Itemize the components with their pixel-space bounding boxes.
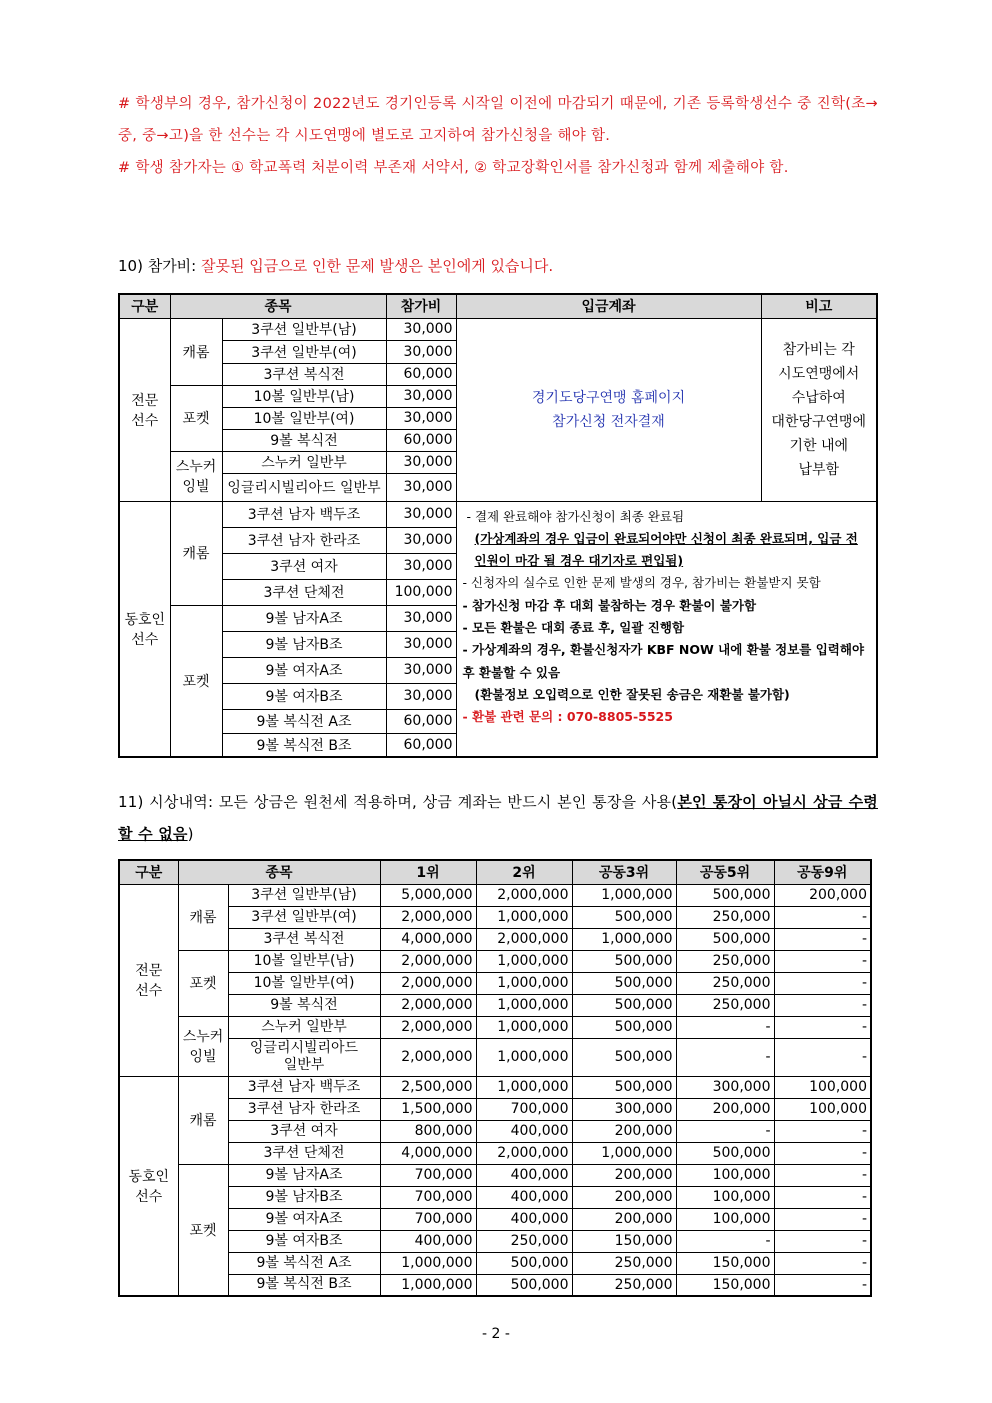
prize-amount: 500,000: [572, 906, 676, 928]
prize-amount: 1,000,000: [572, 1142, 676, 1164]
fee-amount: 30,000: [386, 683, 456, 709]
discipline-label: 포켓: [178, 1164, 228, 1296]
fee-amount: 30,000: [386, 527, 456, 553]
prize-amount: -: [774, 1038, 871, 1076]
note-refund-info: - 가상계좌의 경우, 환불신청자가 KBF NOW 내에 환불 정보를 입력해야 후 환불할 수 있음: [462, 642, 865, 680]
prize-row: [119, 1164, 871, 1186]
prize-amount: -: [774, 1142, 871, 1164]
prize-amount: 700,000: [476, 1098, 572, 1120]
prize-amount: 1,000,000: [476, 906, 572, 928]
prize-amount: -: [774, 950, 871, 972]
prize-row: [119, 1230, 871, 1252]
note-refund-contact: - 환불 관련 문의 : 070-8805-5525: [462, 709, 673, 725]
prize-amount: 2,000,000: [380, 950, 476, 972]
prize-amount: 500,000: [676, 1142, 774, 1164]
fee-amount: 100,000: [386, 579, 456, 605]
prize-amount: -: [676, 1230, 774, 1252]
event-name: 3쿠션 일반부(여): [222, 340, 386, 363]
event-name: 3쿠션 여자: [228, 1120, 380, 1142]
section-10-heading: [118, 251, 878, 281]
event-name: 3쿠션 여자: [222, 553, 386, 579]
section-11-heading: [118, 786, 878, 850]
prize-amount: 100,000: [774, 1098, 871, 1120]
notice-student-documents: # 학생 참가자는 ① 학교폭력 처분이력 부존재 서약서, ② 학교장확인서를 참가신청과 함께 제출해야 함.: [118, 160, 789, 176]
prize-amount: 2,000,000: [380, 906, 476, 928]
prize-amount: -: [774, 1274, 871, 1296]
prize-amount: 1,000,000: [476, 1076, 572, 1098]
prize-row: [119, 906, 871, 928]
fee-header-cell: 구분: [119, 294, 170, 318]
prize-amount: 400,000: [476, 1120, 572, 1142]
event-name: 10볼 일반부(여): [228, 972, 380, 994]
prize-header-cell: 공동9위: [774, 860, 871, 884]
prize-amount: 300,000: [572, 1098, 676, 1120]
division-label: 동호인 선수: [119, 1076, 178, 1296]
discipline-label: 캐롬: [170, 318, 222, 385]
fee-row: [119, 501, 877, 527]
fee-header-cell: 참가비: [386, 294, 456, 318]
prize-amount: 400,000: [476, 1186, 572, 1208]
prize-row: [119, 1038, 871, 1076]
prize-amount: -: [774, 1164, 871, 1186]
event-name: 9볼 복식전 B조: [228, 1274, 380, 1296]
event-name: 3쿠션 단체전: [228, 1142, 380, 1164]
prize-amount: 250,000: [676, 994, 774, 1016]
fee-amount: 30,000: [386, 605, 456, 631]
prize-amount: 1,000,000: [380, 1252, 476, 1274]
prize-amount: -: [676, 1016, 774, 1038]
fee-amount: 30,000: [386, 340, 456, 363]
fee-amount: 30,000: [386, 451, 456, 473]
event-name: 9볼 복식전 A조: [222, 709, 386, 733]
fee-amount: 30,000: [386, 553, 456, 579]
prize-amount: 250,000: [676, 906, 774, 928]
prize-amount: 1,000,000: [476, 1038, 572, 1076]
prize-amount: 100,000: [774, 1076, 871, 1098]
prize-amount: 2,000,000: [476, 928, 572, 950]
note-applicant-mistake: - 신청자의 실수로 인한 문제 발생의 경우, 참가비는 환불받지 못함: [462, 575, 821, 591]
prize-amount: -: [774, 1120, 871, 1142]
division-label: 전문 선수: [119, 318, 170, 501]
prize-amount: 250,000: [572, 1274, 676, 1296]
payment-account: 경기도당구연맹 홈페이지 참가신청 전자결재: [456, 318, 761, 501]
prize-amount: 400,000: [476, 1164, 572, 1186]
event-name: 잉글리시빌리아드 일반부: [228, 1038, 380, 1076]
prize-row: [119, 1186, 871, 1208]
event-name: 9볼 남자B조: [222, 631, 386, 657]
prize-amount: 1,000,000: [380, 1274, 476, 1296]
prize-amount: 400,000: [380, 1230, 476, 1252]
prize-row: [119, 1252, 871, 1274]
event-name: 9볼 여자B조: [222, 683, 386, 709]
prize-amount: -: [774, 1230, 871, 1252]
prize-amount: 500,000: [572, 972, 676, 994]
prize-amount: 2,500,000: [380, 1076, 476, 1098]
prize-amount: -: [774, 1186, 871, 1208]
discipline-label: 포켓: [170, 605, 222, 757]
discipline-label: 포켓: [178, 950, 228, 1016]
fee-amount: 60,000: [386, 709, 456, 733]
fee-amount: 60,000: [386, 429, 456, 451]
prize-amount: 4,000,000: [380, 1142, 476, 1164]
prize-amount: 2,000,000: [380, 1038, 476, 1076]
prize-amount: 2,000,000: [380, 972, 476, 994]
event-name: 9볼 여자A조: [228, 1208, 380, 1230]
prize-amount: 200,000: [572, 1120, 676, 1142]
prize-row: [119, 1142, 871, 1164]
prize-amount: 400,000: [476, 1208, 572, 1230]
prize-header-cell: 2위: [476, 860, 572, 884]
prize-amount: -: [774, 1252, 871, 1274]
prize-amount: -: [774, 928, 871, 950]
discipline-label: 스누커 잉빌: [170, 451, 222, 501]
prize-amount: -: [676, 1038, 774, 1076]
prize-amount: 500,000: [476, 1252, 572, 1274]
refund-notes: [456, 501, 877, 757]
prize-amount: 100,000: [676, 1164, 774, 1186]
prize-amount: 100,000: [676, 1186, 774, 1208]
prize-amount: 2,000,000: [380, 994, 476, 1016]
prize-amount: 1,000,000: [476, 950, 572, 972]
prize-amount: 4,000,000: [380, 928, 476, 950]
event-name: 9볼 남자A조: [222, 605, 386, 631]
prize-header-cell: 종목: [178, 860, 380, 884]
prize-amount: 1,000,000: [476, 972, 572, 994]
prize-amount: 5,000,000: [380, 884, 476, 906]
prize-row: [119, 928, 871, 950]
fee-amount: 30,000: [386, 631, 456, 657]
event-name: 스누커 일반부: [222, 451, 386, 473]
prize-amount: 150,000: [572, 1230, 676, 1252]
prize-amount: 500,000: [676, 928, 774, 950]
prize-row: [119, 1098, 871, 1120]
event-name: 10볼 일반부(남): [228, 950, 380, 972]
fee-header-cell: 입금계좌: [456, 294, 761, 318]
prize-amount: 250,000: [476, 1230, 572, 1252]
section-11-underlined: 본인 통장이 아닐시 상금 수령할 수 없음: [118, 793, 878, 843]
fee-amount: 30,000: [386, 657, 456, 683]
event-name: 3쿠션 일반부(남): [222, 318, 386, 340]
section-10-label: 10) 참가비:: [118, 257, 197, 275]
note-payment-complete: - 결제 완료해야 참가신청이 최종 완료됨: [466, 508, 685, 524]
event-name: 3쿠션 복식전: [222, 363, 386, 385]
note-virtual-account: (가상계좌의 경우 입금이 완료되어야만 신청이 최종 완료되며, 입금 전 인원이 마감 될 경우 대기자로 편입됨): [474, 530, 858, 569]
discipline-label: 포켓: [170, 385, 222, 451]
fee-row: [119, 318, 877, 340]
event-name: 3쿠션 남자 백두조: [228, 1076, 380, 1098]
prize-amount: 300,000: [676, 1076, 774, 1098]
discipline-label: 캐롬: [178, 884, 228, 950]
prize-amount: 1,500,000: [380, 1098, 476, 1120]
prize-amount: 700,000: [380, 1186, 476, 1208]
prize-row: [119, 972, 871, 994]
prize-amount: -: [774, 972, 871, 994]
prize-amount: 250,000: [572, 1252, 676, 1274]
section-11-text: 11) 시상내역: 모든 상금은 원천세 적용하며, 상금 계좌는 반드시 본인 통장을 사용(: [118, 793, 678, 811]
event-name: 3쿠션 단체전: [222, 579, 386, 605]
event-name: 9볼 복식전: [228, 994, 380, 1016]
note-wrong-transfer: (환불정보 오입력으로 인한 잘못된 송금은 재환불 불가함): [474, 686, 790, 702]
event-name: 9볼 남자B조: [228, 1186, 380, 1208]
division-label: 전문 선수: [119, 884, 178, 1076]
prize-header-cell: 공동5위: [676, 860, 774, 884]
prize-amount: 150,000: [676, 1274, 774, 1296]
prize-amount: -: [774, 906, 871, 928]
event-name: 3쿠션 남자 한라조: [222, 527, 386, 553]
fee-remark: 참가비는 각 시도연맹에서 수납하여 대한당구연맹에 기한 내에 납부함: [761, 318, 877, 501]
prize-amount: 200,000: [572, 1208, 676, 1230]
note-refund-timing: - 모든 환불은 대회 종료 후, 일괄 진행함: [462, 619, 685, 635]
prize-amount: -: [774, 1016, 871, 1038]
event-name: 9볼 복식전 B조: [222, 733, 386, 757]
event-name: 9볼 복식전: [222, 429, 386, 451]
section-10-warning: 잘못된 입금으로 인한 문제 발생은 본인에게 있습니다.: [201, 257, 554, 275]
fee-header-cell: 비고: [761, 294, 877, 318]
fee-amount: 30,000: [386, 385, 456, 407]
prize-amount: 1,000,000: [476, 1016, 572, 1038]
discipline-label: 스누커 잉빌: [178, 1016, 228, 1076]
fee-amount: 30,000: [386, 473, 456, 501]
prize-amount: 500,000: [572, 1016, 676, 1038]
prize-amount: 500,000: [572, 1076, 676, 1098]
event-name: 3쿠션 남자 백두조: [222, 501, 386, 527]
fee-amount: 30,000: [386, 501, 456, 527]
event-name: 잉글리시빌리아드 일반부: [222, 473, 386, 501]
prize-amount: 1,000,000: [476, 994, 572, 1016]
prize-amount: 500,000: [676, 884, 774, 906]
event-name: 9볼 복식전 A조: [228, 1252, 380, 1274]
prize-amount: 1,000,000: [572, 884, 676, 906]
prize-amount: -: [774, 1208, 871, 1230]
prize-amount: -: [676, 1120, 774, 1142]
fee-header-cell: 종목: [170, 294, 386, 318]
prize-amount: 250,000: [676, 950, 774, 972]
prize-row: [119, 1274, 871, 1296]
prize-amount: 2,000,000: [380, 1016, 476, 1038]
prize-amount: 500,000: [476, 1274, 572, 1296]
prize-row: [119, 884, 871, 906]
event-name: 9볼 여자A조: [222, 657, 386, 683]
prize-amount: 100,000: [676, 1208, 774, 1230]
event-name: 3쿠션 일반부(남): [228, 884, 380, 906]
event-name: 3쿠션 일반부(여): [228, 906, 380, 928]
event-name: 3쿠션 남자 한라조: [228, 1098, 380, 1120]
prize-amount: 700,000: [380, 1164, 476, 1186]
prize-amount: 500,000: [572, 950, 676, 972]
section-11-close: ): [187, 825, 194, 843]
prize-header-cell: 1위: [380, 860, 476, 884]
event-name: 스누커 일반부: [228, 1016, 380, 1038]
division-label: 동호인 선수: [119, 501, 170, 757]
prize-amount: 200,000: [572, 1164, 676, 1186]
prize-amount: 1,000,000: [572, 928, 676, 950]
event-name: 3쿠션 복식전: [228, 928, 380, 950]
prize-amount: 2,000,000: [476, 1142, 572, 1164]
event-name: 10볼 일반부(남): [222, 385, 386, 407]
prize-row: [119, 1076, 871, 1098]
discipline-label: 캐롬: [170, 501, 222, 605]
prize-amount: 200,000: [774, 884, 871, 906]
prize-amount: -: [774, 994, 871, 1016]
prize-amount: 200,000: [676, 1098, 774, 1120]
prize-row: [119, 1208, 871, 1230]
prize-row: [119, 1120, 871, 1142]
prize-amount: 500,000: [572, 1038, 676, 1076]
prize-row: [119, 950, 871, 972]
prize-header-cell: 구분: [119, 860, 178, 884]
event-name: 9볼 여자B조: [228, 1230, 380, 1252]
prize-amount: 800,000: [380, 1120, 476, 1142]
prize-row: [119, 1016, 871, 1038]
prize-row: [119, 994, 871, 1016]
prize-amount: 2,000,000: [476, 884, 572, 906]
fee-amount: 30,000: [386, 407, 456, 429]
event-name: 10볼 일반부(여): [222, 407, 386, 429]
prize-amount: 250,000: [676, 972, 774, 994]
prize-amount: 200,000: [572, 1186, 676, 1208]
note-no-refund: - 참가신청 마감 후 대회 불참하는 경우 환불이 불가함: [462, 597, 757, 613]
fee-amount: 60,000: [386, 363, 456, 385]
prize-amount: 150,000: [676, 1252, 774, 1274]
fee-amount: 30,000: [386, 318, 456, 340]
fee-amount: 60,000: [386, 733, 456, 757]
entry-fee-table: [118, 293, 878, 758]
discipline-label: 캐롬: [178, 1076, 228, 1164]
prize-table: [118, 859, 872, 1297]
page-number: - 2 -: [482, 1326, 510, 1342]
prize-header-cell: 공동3위: [572, 860, 676, 884]
prize-amount: 500,000: [572, 994, 676, 1016]
notice-student-registration: # 학생부의 경우, 참가신청이 2022년도 경기인등록 시작일 이전에 마감되기 때문에, 기존 등록학생선수 중 진학(초→중, 중→고)을 한 선수는 각 시도연맹에 별도로 고지하여 참가신청을 해야 함.: [118, 96, 878, 144]
prize-amount: 700,000: [380, 1208, 476, 1230]
event-name: 9볼 남자A조: [228, 1164, 380, 1186]
